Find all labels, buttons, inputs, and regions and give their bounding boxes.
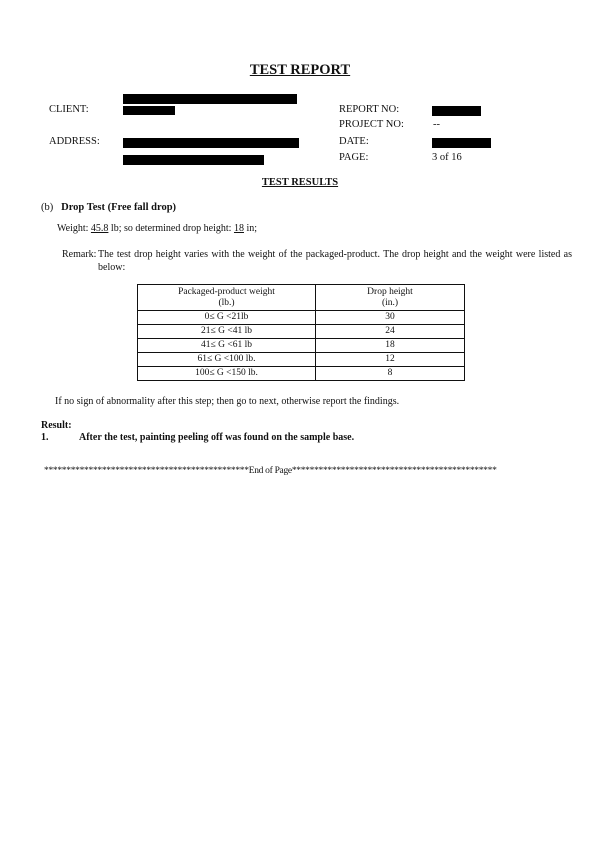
report-no-redaction bbox=[432, 106, 481, 116]
table-row bbox=[138, 339, 465, 353]
client-redaction-2 bbox=[123, 106, 175, 115]
weight-cell: 61≤ G <100 lb. bbox=[138, 353, 316, 367]
height-cell: 30 bbox=[316, 311, 465, 325]
weight-suffix: in; bbox=[243, 223, 258, 234]
height-header-line1: Drop height bbox=[367, 287, 413, 297]
table-row bbox=[138, 325, 465, 339]
address-label: ADDRESS: bbox=[49, 136, 100, 147]
drop-test-heading bbox=[41, 202, 176, 213]
client-label: CLIENT: bbox=[49, 104, 89, 115]
result-heading: Result: bbox=[41, 420, 72, 431]
weight-value: 45.8 bbox=[90, 223, 109, 234]
weight-cell: 100≤ G <150 lb. bbox=[138, 367, 316, 381]
finding-text: After the test, painting peeling off was found on the sample base. bbox=[79, 432, 355, 443]
table-row bbox=[138, 353, 465, 367]
weight-line bbox=[57, 223, 257, 234]
table-header-row bbox=[138, 285, 465, 311]
height-cell: 18 bbox=[316, 339, 465, 353]
end-of-page-marker: **********************************************End of Page********************************************** bbox=[44, 466, 497, 476]
drop-height-value: 18 bbox=[233, 223, 244, 234]
height-column-header bbox=[316, 285, 465, 311]
project-no-label: PROJECT NO: bbox=[339, 119, 404, 130]
date-label: DATE: bbox=[339, 136, 369, 147]
test-results-heading: TEST RESULTS bbox=[261, 177, 339, 188]
address-redaction-1 bbox=[123, 138, 299, 148]
address-redaction-2 bbox=[123, 155, 264, 165]
weight-cell: 0≤ G <21lb bbox=[138, 311, 316, 325]
height-header-line2: (in.) bbox=[381, 298, 399, 308]
weight-header-line2: (lb.) bbox=[218, 298, 235, 308]
finding-number: 1. bbox=[41, 432, 49, 443]
client-redaction-1 bbox=[123, 94, 297, 104]
weight-mid: lb; so determined drop height: bbox=[108, 223, 234, 234]
drop-height-table bbox=[137, 284, 465, 381]
page-label: PAGE: bbox=[339, 152, 369, 163]
project-no-value: -- bbox=[433, 119, 440, 130]
date-redaction bbox=[432, 138, 491, 148]
weight-cell: 41≤ G <61 lb bbox=[138, 339, 316, 353]
remark-label: Remark: bbox=[62, 249, 97, 260]
weight-column-header bbox=[138, 285, 316, 311]
report-title: TEST REPORT bbox=[249, 62, 351, 78]
weight-header-line1: Packaged-product weight bbox=[178, 287, 275, 297]
remark-text: The test drop height varies with the weight of the packaged-product. The drop height and the weight were listed as below: bbox=[98, 249, 572, 273]
height-cell: 8 bbox=[316, 367, 465, 381]
weight-prefix: Weight: bbox=[57, 223, 91, 234]
height-cell: 24 bbox=[316, 325, 465, 339]
report-no-label: REPORT NO: bbox=[339, 104, 400, 115]
abnormality-note: If no sign of abnormality after this step; then go to next, otherwise report the findings. bbox=[55, 396, 400, 407]
page-number: 3 of 16 bbox=[432, 152, 462, 163]
section-letter: (b) bbox=[41, 202, 54, 213]
table-row bbox=[138, 367, 465, 381]
height-cell: 12 bbox=[316, 353, 465, 367]
section-title: Drop Test (Free fall drop) bbox=[61, 202, 177, 213]
weight-cell: 21≤ G <41 lb bbox=[138, 325, 316, 339]
table-row bbox=[138, 311, 465, 325]
